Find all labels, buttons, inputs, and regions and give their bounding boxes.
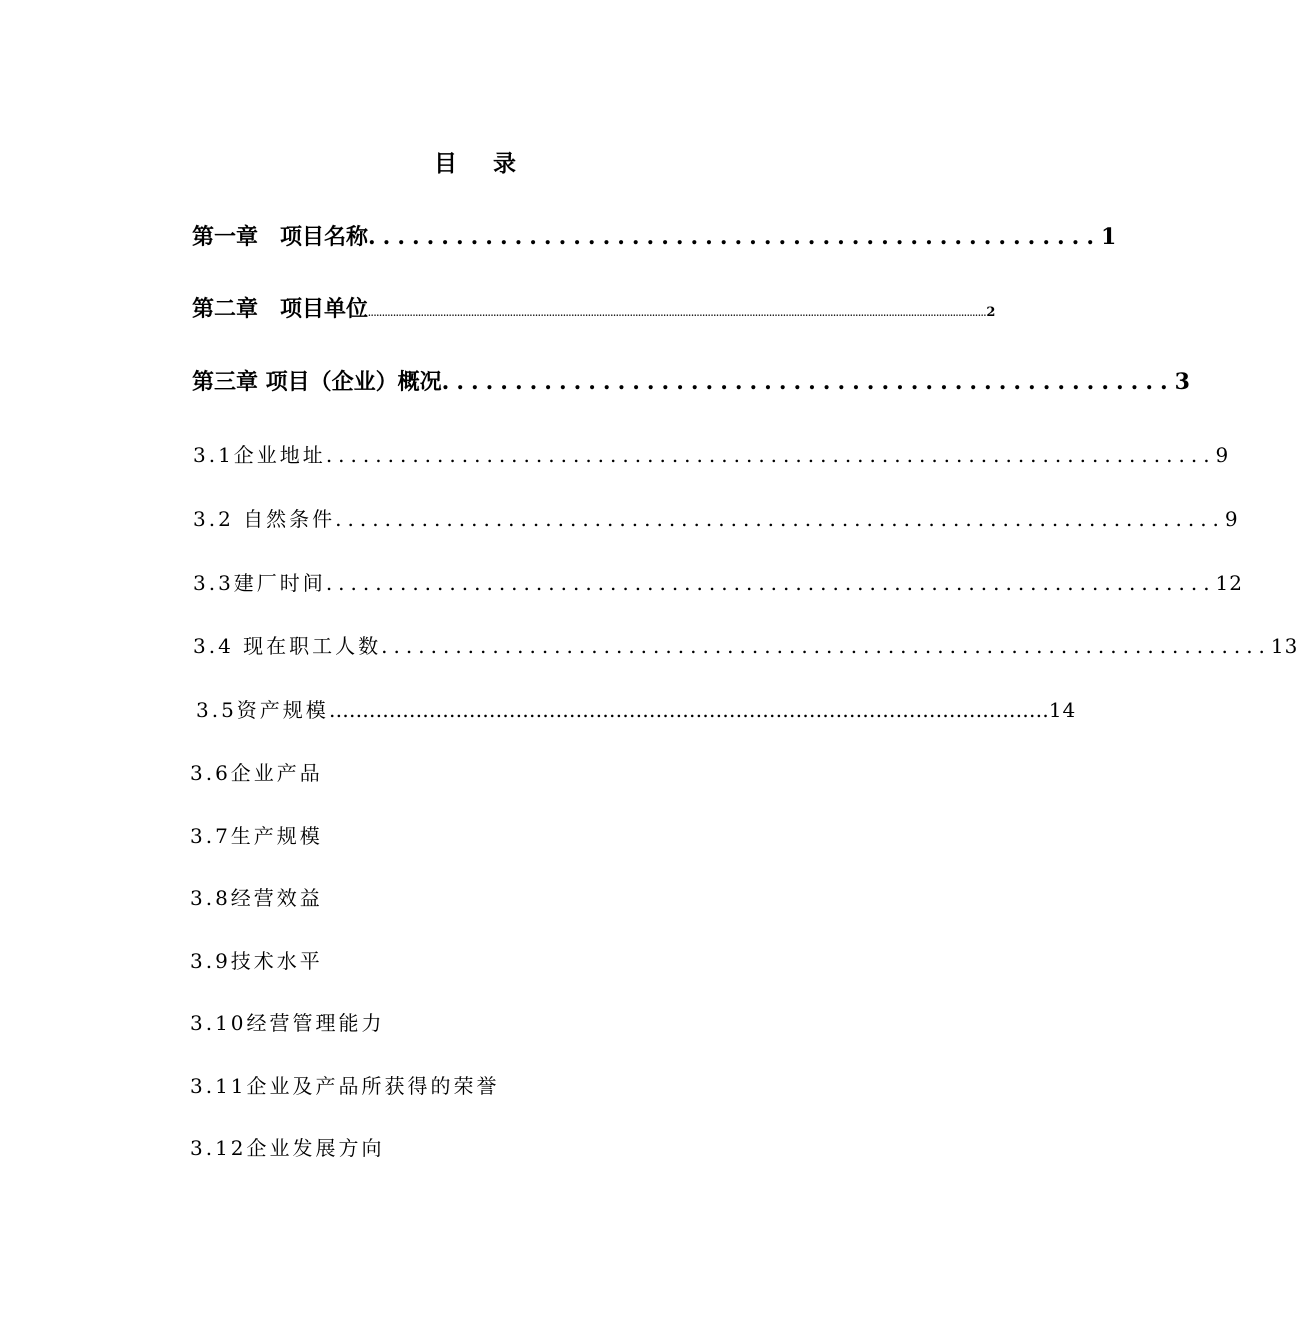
toc-entry-section-3-1[interactable] [193, 439, 1230, 468]
toc-entry-label: 3.1企业地址 [193, 443, 326, 467]
toc-entry-section-3-5[interactable] [196, 694, 1077, 723]
toc-entry-label: 3.4 现在职工人数 [193, 634, 382, 658]
toc-page-number: 14 [1048, 698, 1077, 722]
toc-entry-chapter-1[interactable] [192, 220, 1117, 251]
toc-entry-section-3-3[interactable] [193, 567, 1243, 596]
toc-entry-label: 第三章 项目（企业）概况 [192, 369, 442, 395]
toc-page-number: 9 [1224, 507, 1239, 531]
toc-leader-dots: ……………………………………………………………………………………………… [328, 698, 1049, 722]
toc-leader-dots: ........................................................................ [381, 634, 1271, 658]
toc-entry-section-3-12[interactable]: 3.12企业发展方向 [190, 1136, 385, 1160]
toc-entry-section-3-8[interactable]: 3.8经营效益 [190, 886, 323, 910]
toc-entry-section-3-7[interactable]: 3.7生产规模 [190, 824, 323, 848]
toc-page-number: 2 [986, 305, 996, 320]
toc-entry-label: 第一章 项目名称 [192, 224, 369, 250]
toc-entry-section-3-2[interactable] [193, 503, 1239, 532]
toc-entry-section-3-11[interactable]: 3.11企业及产品所获得的荣誉 [190, 1074, 500, 1098]
toc-leader-dots: ........................................................................ [335, 507, 1225, 531]
toc-entry-section-3-9[interactable]: 3.9技术水平 [190, 949, 323, 973]
toc-leader-dots: .............................................................................................................................................................................................................................. [368, 308, 987, 318]
toc-leader-dots: ........................................................................ [325, 443, 1216, 467]
toc-title: 目 录 [433, 150, 530, 177]
toc-entry-label: 3.2 自然条件 [193, 507, 336, 531]
toc-page-number: 1 [1100, 224, 1117, 250]
toc-entry-label: 3.3建厂时间 [193, 571, 326, 595]
toc-entry-section-3-4[interactable] [193, 630, 1298, 659]
toc-leader-dots: .................................................. [368, 224, 1101, 250]
toc-leader-dots: .................................................. [441, 369, 1175, 395]
toc-leader-dots: ........................................................................ [325, 571, 1216, 595]
toc-page-number: 13 [1270, 634, 1298, 658]
toc-entry-section-3-10[interactable]: 3.10经营管理能力 [190, 1011, 385, 1035]
toc-entry-label: 第二章 项目单位 [192, 296, 369, 322]
toc-entry-section-3-6[interactable]: 3.6企业产品 [190, 761, 323, 785]
toc-entry-label: 3.5资产规模 [196, 698, 329, 722]
toc-page-number: 12 [1215, 571, 1243, 595]
toc-entry-chapter-2[interactable] [192, 292, 996, 323]
toc-page-number: 9 [1215, 443, 1230, 467]
toc-entry-chapter-3[interactable] [192, 365, 1190, 396]
toc-page-number: 3 [1174, 369, 1190, 395]
